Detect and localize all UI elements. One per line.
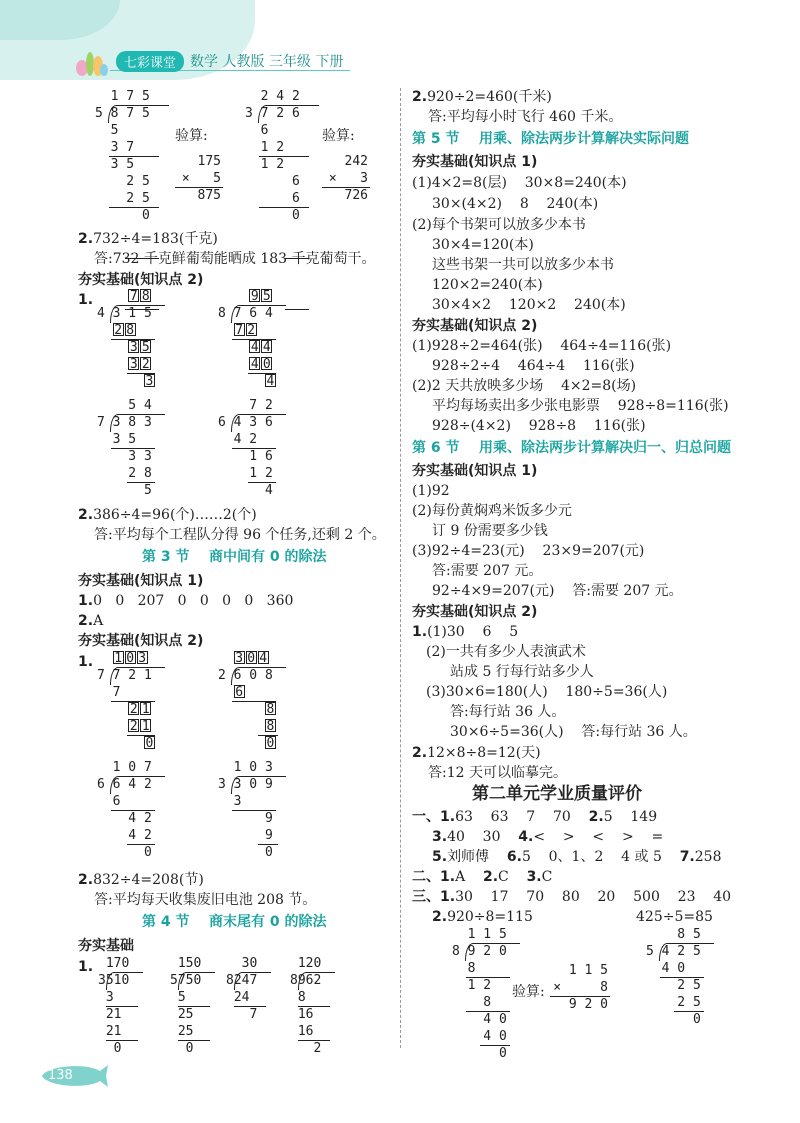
header (72, 46, 343, 76)
section-heading: 夯实基础(知识点 1) (412, 463, 538, 479)
answer-line: 2.920÷2=460(千米) (412, 89, 552, 105)
answer-line: (1)4×2=8(层) 30×8=240(本) (412, 175, 627, 191)
verification (322, 153, 368, 204)
answer-line: 2.832÷4=208(节) (78, 872, 204, 888)
section-title: 第 3 节 商中间有 0 的除法 (142, 549, 327, 565)
answer-line: 答:12 天可以临摹完。 (428, 765, 567, 781)
column-divider (400, 88, 401, 1048)
section-heading: 夯实基础(知识点 2) (412, 604, 538, 620)
question-number: 1. (78, 959, 94, 975)
check-line: × 3 (328, 171, 368, 186)
long-division: 30 8247 24 7 (226, 955, 257, 1023)
answer-line: 一、1.63 63 7 70 2.5 149 (412, 809, 658, 825)
answer-line: 30×4×2 120×2 240(本) (432, 297, 626, 313)
section-title: 第 4 节 商末尾有 0 的除法 (142, 914, 327, 930)
answer-line: 二、1.A 2.C 3.C (412, 869, 553, 885)
answer-line: 5.刘师傅 6.5 0、1、2 4 或 5 7.258 (432, 849, 722, 865)
long-division: 7 2 6 4 3 6 4 2 1 6 1 2 4 (218, 397, 273, 499)
answer-line: 2.A (78, 613, 104, 629)
section-heading: 夯实基础(知识点 1) (412, 154, 538, 170)
check-line: 242 (344, 154, 368, 169)
answer-line: (1)92 (412, 483, 450, 499)
answer-line: (2)2 天共放映多少场 4×2=8(场) (412, 378, 637, 394)
answer-line: 答:需要 207 元。 (432, 563, 543, 579)
long-division: 1 0 7 6 6 4 2 6 4 2 4 2 0 (97, 759, 152, 861)
answer-line: 2.732÷4=183(千克) (78, 231, 218, 247)
answer-line: 3.40 30 4.< > < > = (432, 829, 664, 845)
answer-line: 30×4=120(本) (432, 237, 534, 253)
section-title: 第 5 节 用乘、除法两步计算解决实际问题 (412, 131, 689, 147)
long-division: 1 0 3 7 7 2 1 7 2 1 2 1 0 (97, 650, 156, 752)
answer-line: 答:平均每个工程队分得 96 个任务,还剩 2 个。 (94, 527, 386, 543)
question-number: 1. (78, 292, 94, 308)
section-heading: 夯实基础(知识点 1) (78, 573, 204, 589)
check-line: 726 (344, 188, 368, 203)
book-subtitle: 数学 人教版 三年级 下册 (190, 54, 344, 70)
long-division: 2 4 2 3 7 2 6 6 1 2 1 2 6 6 0 (245, 88, 300, 224)
answer-line: (2)每个书架可以放多少本书 (412, 217, 586, 233)
answer-line: 三、1.30 17 70 80 20 500 23 40 (412, 889, 732, 905)
long-division: 1 0 3 3 3 0 9 3 9 9 0 (218, 759, 273, 861)
long-division: 5 4 7 3 8 3 3 5 3 3 2 8 5 (97, 397, 152, 499)
check-label: 验算: (512, 984, 545, 1000)
long-division: 170 3510 3 21 21 0 (98, 955, 129, 1057)
section-heading: 夯实基础(知识点 2) (412, 318, 538, 334)
check-label: 验算: (175, 128, 208, 144)
answer-line: 1.(1)30 6 5 (412, 624, 519, 640)
answer-line: (2)一共有多少人表演武术 (426, 644, 586, 660)
answer-line: (1)928÷2=464(张) 464÷4=116(张) (412, 338, 672, 354)
section-heading: 夯实基础 (78, 938, 134, 954)
answer-line: 答:平均每小时飞行 460 千米。 (428, 109, 623, 125)
section-heading: 夯实基础(知识点 2) (78, 633, 204, 649)
answer-line: 425÷5=85 (636, 909, 713, 925)
long-division: 3 0 4 2 6 0 8 6 8 8 0 (218, 650, 277, 752)
long-division: 120 8962 8 16 16 2 (290, 955, 321, 1057)
long-division: 8 5 5 4 2 5 4 0 2 5 2 5 0 (646, 926, 701, 1028)
answer-line: 答:每行站 36 人。 (450, 704, 566, 720)
answer-line: (3)92÷4=23(元) 23×9=207(元) (412, 543, 645, 559)
answer-line: 2.12×8÷8=12(天) (412, 745, 541, 761)
answer-line: 928÷2÷4 464÷4 116(张) (432, 358, 635, 374)
unit-title: 第二单元学业质量评价 (472, 784, 642, 804)
verification (175, 153, 221, 204)
answer-line: 2.920÷8=115 (432, 909, 533, 925)
answer-line: (2)每份黄焖鸡米饭多少元 (412, 503, 572, 519)
answer-line: 这些书架一共可以放多少本书 (432, 257, 614, 273)
long-division: 1 1 5 8 9 2 0 8 1 2 8 4 0 4 0 0 (452, 926, 507, 1062)
plant-icon (72, 46, 110, 76)
series-badge: 七彩课堂 (116, 51, 184, 72)
answer-line: 92÷4×9=207(元) 答:需要 207 元。 (432, 583, 683, 599)
check-line: 875 (197, 188, 221, 203)
answer-line: (3)30×6=180(人) 180÷5=36(人) (426, 684, 668, 700)
check-line: 175 (197, 154, 221, 169)
answer-line: 30×(4×2) 8 240(本) (432, 196, 599, 212)
section-title: 第 6 节 用乘、除法两步计算解决归一、归总问题 (412, 440, 731, 456)
answer-line: 928÷(4×2) 928÷8 116(张) (432, 418, 646, 434)
long-division: 150 5750 5 25 25 0 (170, 955, 201, 1057)
check-label: 验算: (322, 128, 355, 144)
long-division: 1 7 5 5 8 7 5 5 3 7 3 5 2 5 2 5 0 (95, 88, 150, 224)
answer-line: 30×6÷5=36(人) 答:每行站 36 人。 (450, 724, 697, 740)
long-division: 9 5 8 7 6 4 7 2 4 4 4 0 4 (218, 288, 277, 390)
answer-line: 1.0 0 207 0 0 0 0 360 (78, 593, 294, 609)
verification: 1 1 5 × 8 9 2 0 (550, 962, 608, 1013)
question-number: 1. (78, 654, 94, 670)
section-heading: 夯实基础(知识点 2) (78, 272, 204, 288)
long-division: 7 8 4 3 1 5 2 8 3 5 3 2 3 (97, 288, 156, 390)
answer-line: 订 9 份需要多少钱 (432, 523, 548, 539)
check-line: × 5 (181, 171, 221, 186)
answer-line: 120×2=240(本) (432, 277, 543, 293)
answer-line: 答:732 千克鲜葡萄能晒成 183 千克葡萄干。 (94, 251, 376, 267)
answer-line: 平均每场卖出多少张电影票 928÷8=116(张) (432, 398, 729, 414)
answer-line: 答:平均每天收集废旧电池 208 节。 (94, 892, 317, 908)
page-number: 138 (48, 1068, 73, 1083)
answer-line: 2.386÷4=96(个)……2(个) (78, 507, 257, 523)
answer-line: 站成 5 行每行站多少人 (450, 664, 594, 680)
